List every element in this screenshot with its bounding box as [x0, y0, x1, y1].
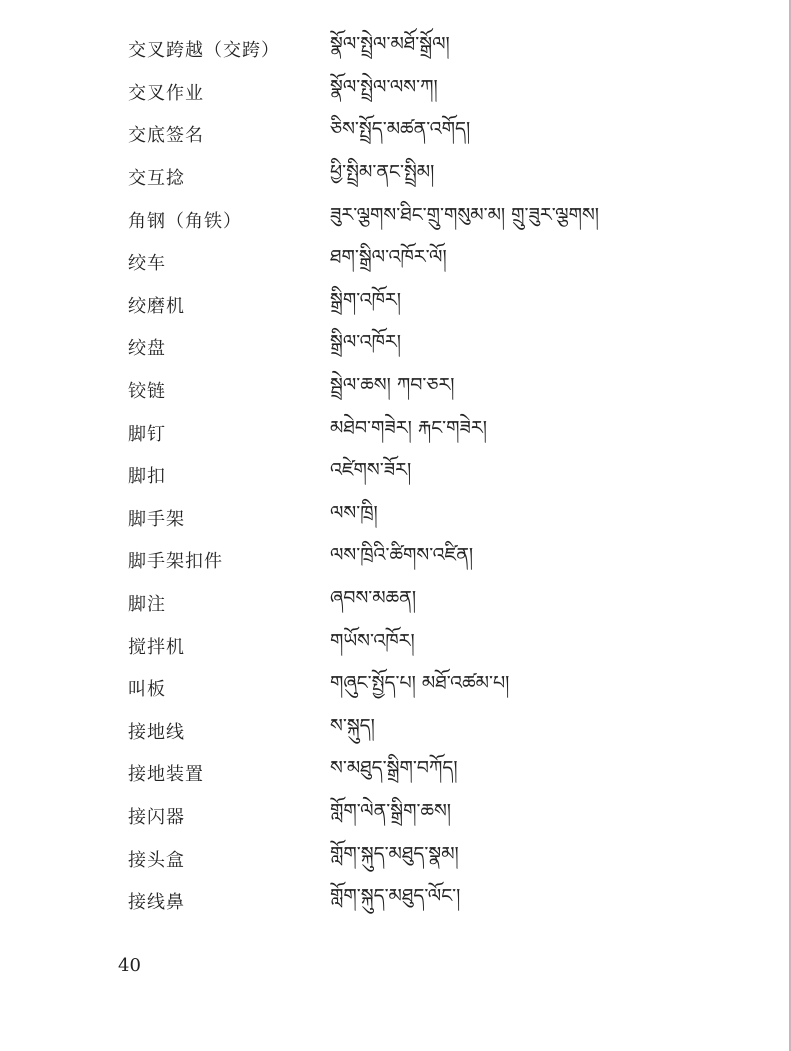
glossary-entry	[128, 582, 748, 625]
page-number: 40	[118, 955, 141, 976]
glossary-entry	[128, 411, 748, 454]
tibetan-term: གཞུང་སྤྱོད་པ། མཐོ་འཚམ་པ།	[330, 672, 510, 695]
tibetan-term: ཟུར་ལྕགས་ཐིང་གྲུ་གསུམ་མ། གྲུ་ཟུར་ལྕགས།	[330, 203, 600, 226]
glossary-entry	[128, 28, 748, 71]
tibetan-term: ལས་ཁྲིའི་ཚིགས་འཛིན།	[330, 544, 474, 567]
glossary-entry	[128, 113, 748, 156]
chinese-term: 角钢（角铁）	[128, 210, 242, 232]
chinese-term: 铰链	[128, 381, 166, 403]
tibetan-term: ཕྱི་སྤྲིམ་ནང་སྤྲིམ།	[330, 161, 435, 184]
chinese-term: 交叉作业	[128, 82, 204, 104]
chinese-term: 绞盘	[128, 338, 166, 360]
chinese-term: 脚手架	[128, 508, 185, 530]
tibetan-term: སྦྲེལ་ཆས། ཀབ་ཅར།	[330, 374, 455, 397]
tibetan-term: གློག་ལེན་སྒྲིག་ཆས།	[330, 799, 452, 822]
chinese-term: 接闪器	[128, 806, 185, 828]
glossary-entry	[128, 241, 748, 284]
chinese-term: 绞车	[128, 253, 166, 275]
tibetan-term: ཞབས་མཆན།	[330, 587, 417, 610]
chinese-term: 接头盒	[128, 849, 185, 871]
glossary-entry	[128, 539, 748, 582]
chinese-term: 交底签名	[128, 125, 204, 147]
tibetan-term: སྣོལ་སྤྲེལ་མཐོ་སྒྲོལ།	[330, 33, 450, 56]
chinese-term: 脚手架扣件	[128, 551, 223, 573]
tibetan-term: འཛེགས་ཟོར།	[330, 459, 412, 482]
glossary-entry	[128, 454, 748, 497]
chinese-term: 叫板	[128, 679, 166, 701]
chinese-term: 绞磨机	[128, 295, 185, 317]
glossary-entry	[128, 667, 748, 710]
chinese-term: 交互捻	[128, 168, 185, 190]
tibetan-term: ལས་ཁྲི།	[330, 501, 378, 524]
glossary-entry	[128, 880, 748, 923]
tibetan-term: ས་སྐུད།	[330, 714, 375, 737]
tibetan-term: སྒྲིལ་འཁོར།	[330, 331, 401, 354]
tibetan-term: སྣོལ་སྤྲེལ་ལས་ཀ།	[330, 75, 438, 98]
chinese-term: 交叉跨越（交跨）	[128, 40, 280, 62]
tibetan-term: གཡོས་འཁོར།	[330, 629, 415, 652]
tibetan-term: སྒྲིག་འཁོར།	[330, 288, 401, 311]
chinese-term: 搅拌机	[128, 636, 185, 658]
tibetan-term: མཐེབ་གཟེར། རྐང་གཟེར།	[330, 416, 487, 439]
tibetan-term: ཅིས་སྤྲོད་མཚན་འགོད།	[330, 118, 471, 141]
chinese-term: 脚注	[128, 594, 166, 616]
glossary-list	[128, 28, 748, 922]
tibetan-term: གློག་སྐུད་མཐུད་སྣམ།	[330, 842, 459, 865]
tibetan-term: ས་མཐུད་སྒྲིག་བཀོད།	[330, 757, 458, 780]
chinese-term: 接线鼻	[128, 892, 185, 914]
chinese-term: 脚扣	[128, 466, 166, 488]
tibetan-term: ཐག་སྒྲིལ་འཁོར་ལོ།	[330, 246, 447, 269]
glossary-entry	[128, 284, 748, 327]
chinese-term: 接地线	[128, 721, 185, 743]
tibetan-term: གློག་སྐུད་མཐུད་ལོང་།	[330, 885, 461, 908]
chinese-term: 脚钉	[128, 423, 166, 445]
chinese-term: 接地装置	[128, 764, 204, 786]
